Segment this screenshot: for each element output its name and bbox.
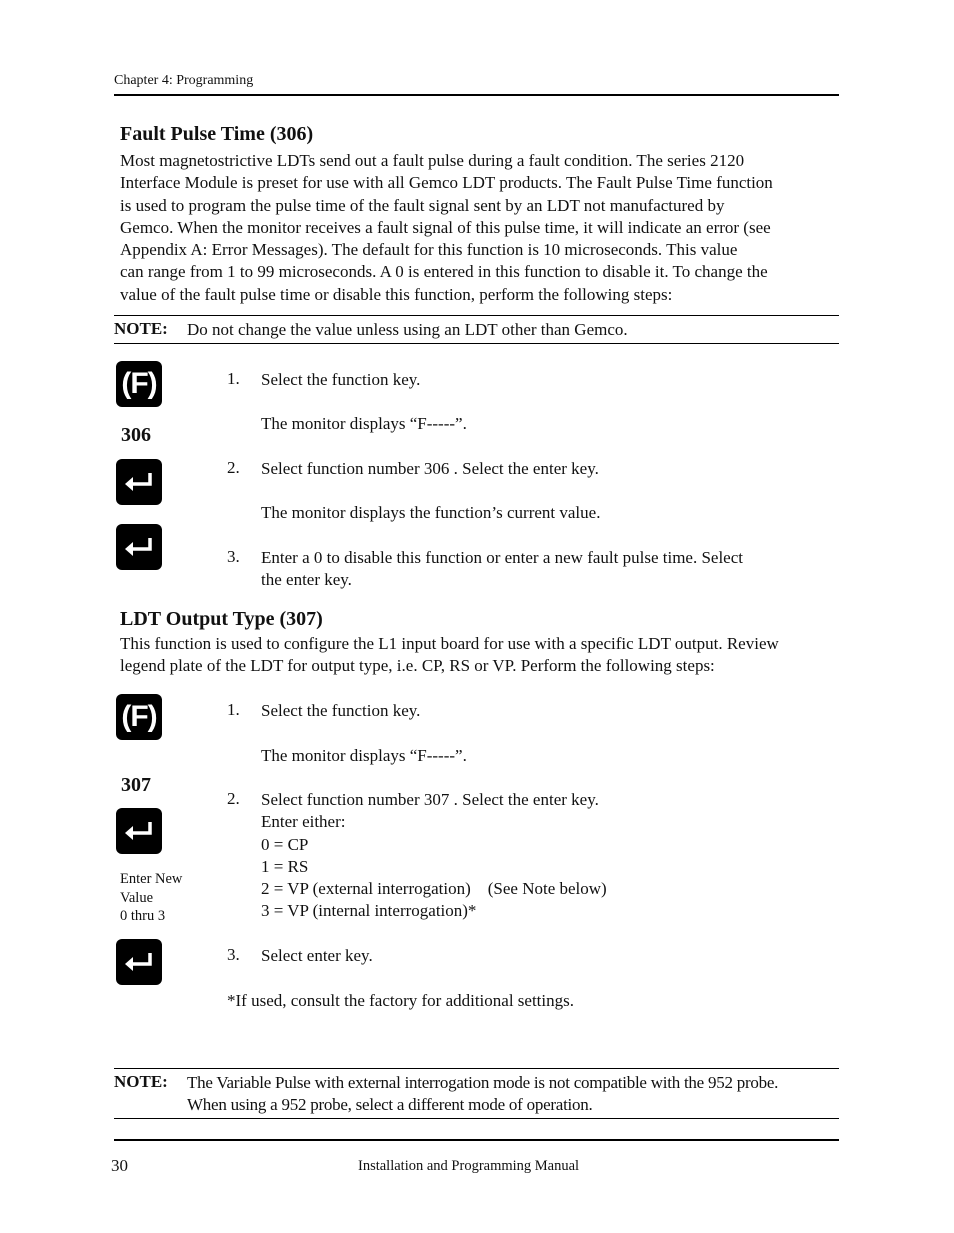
enter-key-icon <box>116 808 162 854</box>
page-number: 30 <box>111 1156 128 1175</box>
running-header: Chapter 4: Programming <box>114 73 254 88</box>
note-label: NOTE: <box>114 319 168 338</box>
section1-body: Most magnetostrictive LDTs send out a fault pulse during a fault condition. The series 2120 Interface Module is preset for use with all Gemco LDT products. The Fault Pulse Time function is used to program the pulse time of the fault signal sent by an LDT not manufactured by Gemco. When the monitor receives a fault signal of this pulse time, it will indicate an error (see Appendix A: Error Messages). The default for this function is 10 microseconds. This value can range from 1 to 99 microseconds. A 0 is entered in this function to disable it. To change the value of the fault pulse time or disable this function, perform the following steps: <box>120 151 773 304</box>
note-text: Do not change the value unless using an LDT other than Gemco. <box>187 320 628 339</box>
step-subtext: The monitor displays “F-----”. <box>261 746 467 765</box>
step-text: Select the function key. <box>261 701 421 720</box>
function-number-307: 307 <box>121 774 151 796</box>
note-rule-bottom <box>114 1118 839 1119</box>
enter-key-icon <box>116 459 162 505</box>
note-rule-top <box>114 315 839 316</box>
step-text: Select the function key. <box>261 370 421 389</box>
step-number: 3. <box>227 945 240 964</box>
step-subtext: The monitor displays “F-----”. <box>261 414 467 433</box>
section-title-fault-pulse: Fault Pulse Time (306) <box>120 123 314 145</box>
function-number-306: 306 <box>121 424 151 446</box>
step-number: 1. <box>227 369 240 388</box>
note-rule-top <box>114 1068 839 1069</box>
step-number: 1. <box>227 700 240 719</box>
function-key-icon: (F) <box>116 361 162 407</box>
step-text: Select enter key. <box>261 946 373 965</box>
header-rule <box>114 94 839 96</box>
section-title-ldt-output: LDT Output Type (307) <box>120 608 323 630</box>
side-caption: Enter New Value 0 thru 3 <box>120 871 183 924</box>
step-number: 3. <box>227 547 240 566</box>
footnote: *If used, consult the factory for additional settings. <box>227 991 574 1010</box>
footer-rule <box>114 1139 839 1141</box>
step-number: 2. <box>227 458 240 477</box>
step-number: 2. <box>227 789 240 808</box>
footer-title: Installation and Programming Manual <box>358 1158 580 1174</box>
note-rule-bottom <box>114 343 839 344</box>
enter-key-icon <box>116 939 162 985</box>
enter-key-icon <box>116 524 162 570</box>
step-text: Select function number 307 . Select the enter key. Enter either: 0 = CP 1 = RS 2 = VP (external interrogation) (See Note below) 3 = VP (internal interrogation)* <box>261 790 607 921</box>
note-label: NOTE: <box>114 1072 168 1091</box>
note-text: The Variable Pulse with external interrogation mode is not compatible with the 952 probe. When using a 952 probe, select a different mode of operation. <box>187 1073 779 1115</box>
step-subtext: The monitor displays the function’s current value. <box>261 503 601 522</box>
function-key-icon: (F) <box>116 694 162 740</box>
section2-body: This function is used to configure the L1 input board for use with a specific LDT output. Review legend plate of the LDT for output type, i.e. CP, RS or VP. Perform the following steps: <box>120 634 779 676</box>
step-text: Enter a 0 to disable this function or enter a new fault pulse time. Select the enter key. <box>261 548 743 590</box>
step-text: Select function number 306 . Select the enter key. <box>261 459 599 478</box>
